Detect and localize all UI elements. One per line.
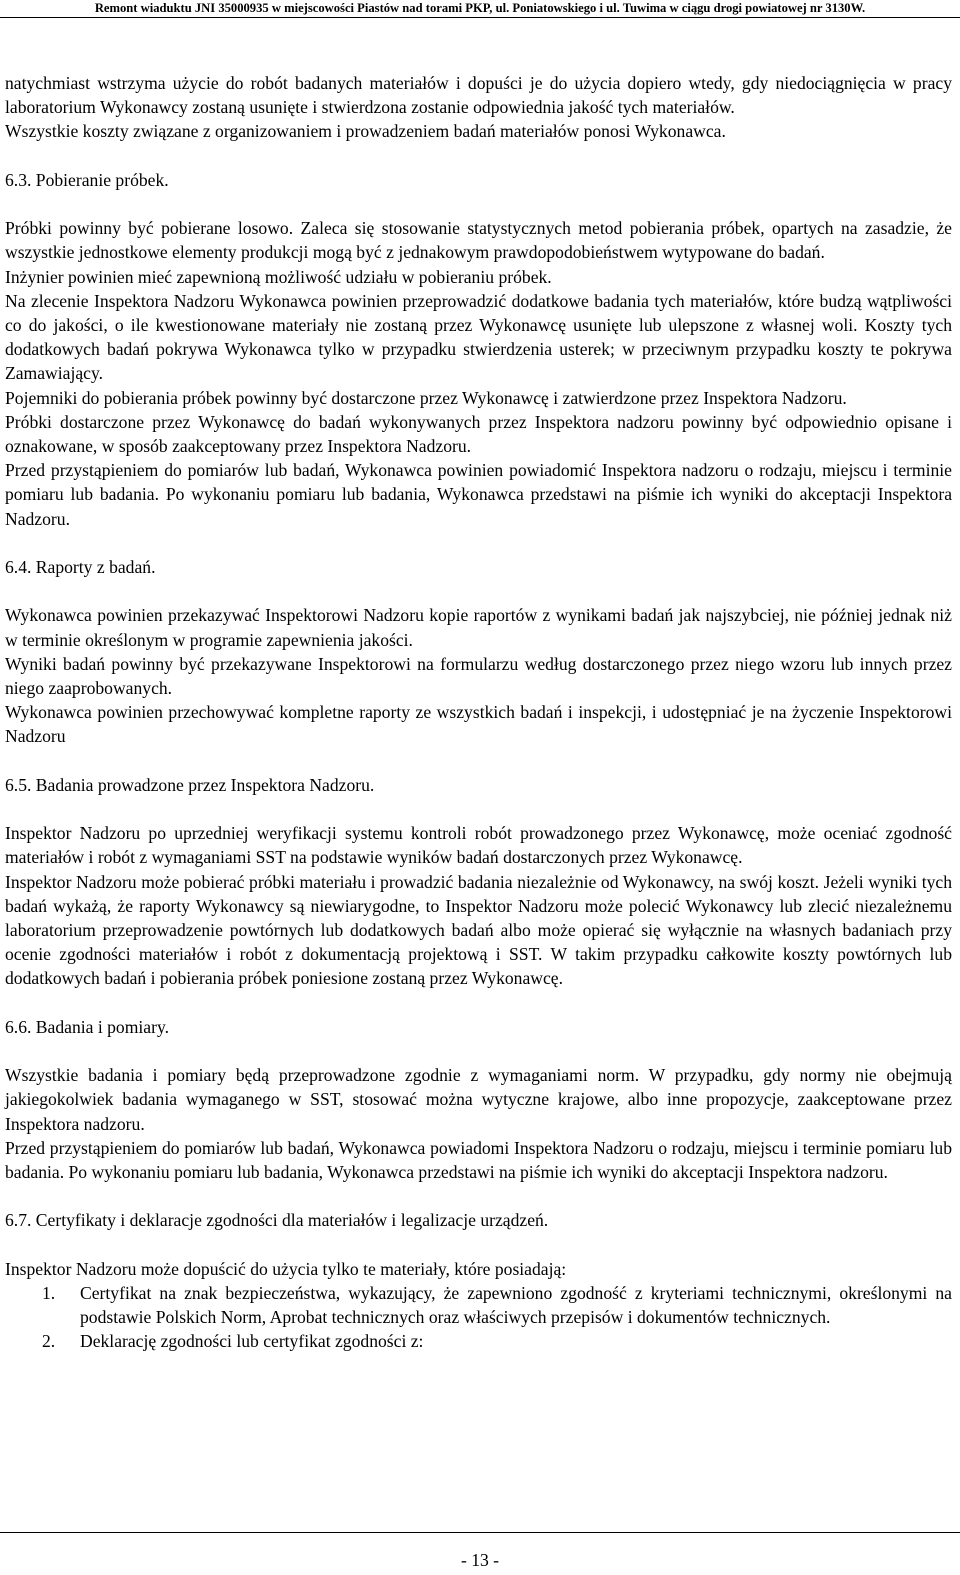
footer-rule: [0, 1532, 960, 1533]
paragraph: Wykonawca powinien przekazywać Inspektorowi Nadzoru kopie raportów z wynikami badań jak najszybciej, nie później jednak niż w terminie określonym w programie zapewnienia jakości.: [5, 605, 952, 650]
paragraph: Inspektor Nadzoru może pobierać próbki materiału i prowadzić badania niezależnie od Wykonawcy, na swój koszt. Jeżeli wyniki tych badań wykażą, że raporty Wykonawcy są niewiarygodne, to Inspektor Nadzoru może polecić Wykonawcy lub zlecić niezależnemu laboratorium przeprowadzenie powtórnych lub dodatkowych badań albo może opierać się wyłącznie na własnych badaniach przy ocenie zgodności materiałów i robót z dokumentacją projektową i SST. W takim przypadku całkowite koszty powtórnych lub dodatkowych badań i pobierania próbek poniesione zostaną przez Wykonawcę.: [5, 871, 952, 989]
paragraph: Przed przystąpieniem do pomiarów lub badań, Wykonawca powiadomi Inspektora Nadzoru o rodzaju, miejscu i terminie pomiaru lub badania. Po wykonaniu pomiaru lub badania, Wykonawca przedstawi na piśmie ich wyniki do akceptacji Inspektora nadzoru.: [5, 1137, 952, 1183]
document-body: [5, 71, 952, 1354]
section-heading-6-6: 6.6. Badania i pomiary.: [5, 1016, 170, 1037]
list-item-number: 2.: [42, 1331, 56, 1352]
running-header: Remont wiaduktu JNI 35000935 w miejscowości Piastów nad torami PKP, ul. Poniatowskiego i ul. Tuwima w ciągu drogi powiatowej nr 3130W.: [94, 1, 866, 15]
page-number: - 13 -: [460, 1550, 500, 1570]
header-rule: [0, 17, 960, 18]
section-heading-6-4: 6.4. Raporty z badań.: [5, 557, 156, 578]
paragraph: Przed przystąpieniem do pomiarów lub badań, Wykonawca powinien powiadomić Inspektora nadzoru o rodzaju, miejscu i terminie pomiaru lub badania. Po wykonaniu pomiaru lub badania, Wykonawca przedstawi na piśmie ich wyniki do akceptacji Inspektora Nadzoru.: [5, 460, 952, 529]
paragraph: Wykonawca powinien przechowywać kompletne raporty ze wszystkich badań i inspekcji, i udostępniać je na życzenie Inspektorowi Nadzoru: [5, 702, 952, 747]
section-heading-6-3: 6.3. Pobieranie próbek.: [5, 169, 169, 190]
section-heading-6-7: 6.7. Certyfikaty i deklaracje zgodności dla materiałów i legalizacje urządzeń.: [5, 1210, 549, 1231]
paragraph: Inspektor Nadzoru może dopuścić do użycia tylko te materiały, które posiadają:: [5, 1258, 567, 1279]
section-heading-6-5: 6.5. Badania prowadzone przez Inspektora Nadzoru.: [5, 774, 375, 795]
paragraph: Inspektor Nadzoru po uprzedniej weryfikacji systemu kontroli robót prowadzonego przez Wykonawcę, może oceniać zgodność materiałów i robót z wymaganiami SST na podstawie wyników badań dostarczonych przez Wykonawcę.: [5, 823, 952, 868]
paragraph: Wyniki badań powinny być przekazywane Inspektorowi na formularzu według dostarczonego przez niego wzoru lub innych przez niego zaaprobowanych.: [5, 653, 952, 699]
list-item-text: Deklarację zgodności lub certyfikat zgodności z:: [80, 1331, 424, 1352]
list-item: [5, 1329, 952, 1353]
paragraph: Inżynier powinien mieć zapewnioną możliwość udziału w pobieraniu próbek.: [5, 266, 552, 287]
paragraph: Wszystkie badania i pomiary będą przeprowadzone zgodnie z wymaganiami norm. W przypadku, gdy normy nie obejmują jakiegokolwiek badania wymaganego w SST, stosować można wytyczne krajowe, albo inne propozycje, zaakceptowane przez Inspektora nadzoru.: [5, 1065, 952, 1134]
paragraph: Próbki dostarczone przez Wykonawcę do badań wykonywanych przez Inspektora nadzoru powinny być odpowiednio opisane i oznakowane, w sposób zaakceptowany przez Inspektora Nadzoru.: [5, 411, 952, 457]
list-item: [5, 1281, 952, 1329]
numbered-list: [5, 1281, 952, 1354]
list-item-number: 1.: [42, 1283, 56, 1303]
paragraph: Pojemniki do pobierania próbek powinny być dostarczone przez Wykonawcę i zatwierdzone przez Inspektora Nadzoru.: [5, 387, 847, 408]
paragraph: Próbki powinny być pobierane losowo. Zaleca się stosowanie statystycznych metod pobierania próbek, opartych na zasadzie, że wszystkie jednostkowe elementy produkcji mogą być z jednakowym prawdopodobieństwem wytypowane do badań.: [5, 218, 952, 263]
paragraph: natychmiast wstrzyma użycie do robót badanych materiałów i dopuści je do użycia dopiero wtedy, gdy niedociągnięcia w pracy laboratorium Wykonawcy zostaną usunięte i stwierdzona zostanie odpowiednia jakość tych materiałów.: [5, 73, 952, 118]
list-item-text: Certyfikat na znak bezpieczeństwa, wykazujący, że zapewniono zgodność z kryteriami technicznymi, określonymi na podstawie Polskich Norm, Aprobat technicznych oraz właściwych przepisów i dokumentów technicznych.: [80, 1283, 952, 1328]
paragraph: Na zlecenie Inspektora Nadzoru Wykonawca powinien przeprowadzić dodatkowe badania tych materiałów, które budzą wątpliwości co do jakości, o ile kwestionowane materiały nie zostaną przez Wykonawcę usunięte lub ulepszone z własnej woli. Koszty tych dodatkowych badań pokrywa Wykonawca tylko w przypadku stwierdzenia usterek; w przeciwnym przypadku koszty te pokrywa Zamawiający.: [5, 290, 952, 384]
paragraph: Wszystkie koszty związane z organizowaniem i prowadzeniem badań materiałów ponosi Wykonawca.: [5, 121, 726, 142]
